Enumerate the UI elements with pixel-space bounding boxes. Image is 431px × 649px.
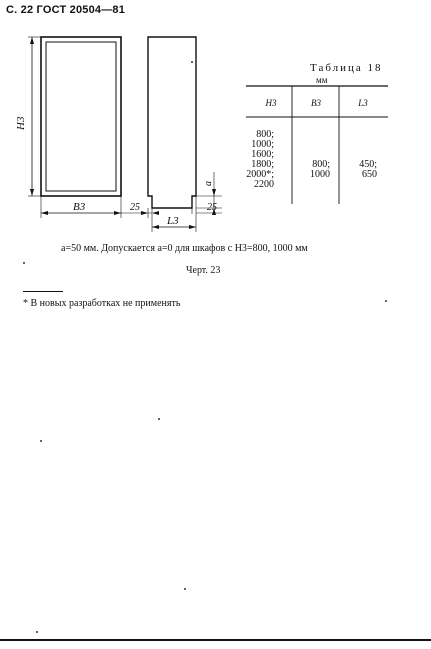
- table-lines: [0, 0, 431, 240]
- table-cell-h3-1: 1000;: [251, 139, 274, 150]
- table-cell-h3-2: 1600;: [251, 149, 274, 160]
- dim-h3-label: H3: [15, 116, 27, 130]
- table-cell-h3-4: 2000*;: [246, 169, 274, 180]
- scan-speck: [40, 440, 42, 442]
- table-header-l3: L3: [358, 98, 368, 108]
- table-cell-h3-3: 1800;: [251, 159, 274, 170]
- table-header-h3: H3: [265, 98, 277, 108]
- footnote-text: * В новых разработках не применять: [23, 298, 181, 309]
- table-cell-l3-0: 450;: [359, 159, 377, 170]
- figure-label: Черт. 23: [186, 265, 221, 276]
- page-header: С. 22 ГОСТ 20504—81: [6, 4, 126, 16]
- table-cell-l3-1: 650: [362, 169, 377, 180]
- table-caption: Таблица 18: [310, 62, 383, 74]
- table-cell-h3-0: 800;: [256, 129, 274, 140]
- dim-25-right-label: 25: [207, 202, 217, 213]
- scan-speck: [36, 631, 38, 633]
- scan-speck: [158, 418, 160, 420]
- scan-speck: [184, 588, 186, 590]
- table-unit: мм: [316, 75, 328, 85]
- dim-b3-label: B3: [73, 201, 86, 213]
- dim-l3-label: L3: [167, 215, 179, 227]
- dim-25-left-label: 25: [130, 202, 140, 213]
- footnote-rule: [23, 291, 63, 292]
- scan-speck: [191, 61, 193, 63]
- page-bottom-rule: [0, 639, 431, 641]
- dim-a-label: a: [203, 181, 214, 186]
- scan-speck: [23, 262, 25, 264]
- table-cell-b3-1: 1000: [310, 169, 330, 180]
- scan-speck: [385, 300, 387, 302]
- table-cell-b3-0: 800;: [312, 159, 330, 170]
- note-text: a=50 мм. Допускается a=0 для шкафов с H3=800, 1000 мм: [61, 243, 308, 254]
- table-header-b3: B3: [311, 98, 321, 108]
- table-cell-h3-5: 2200: [254, 179, 274, 190]
